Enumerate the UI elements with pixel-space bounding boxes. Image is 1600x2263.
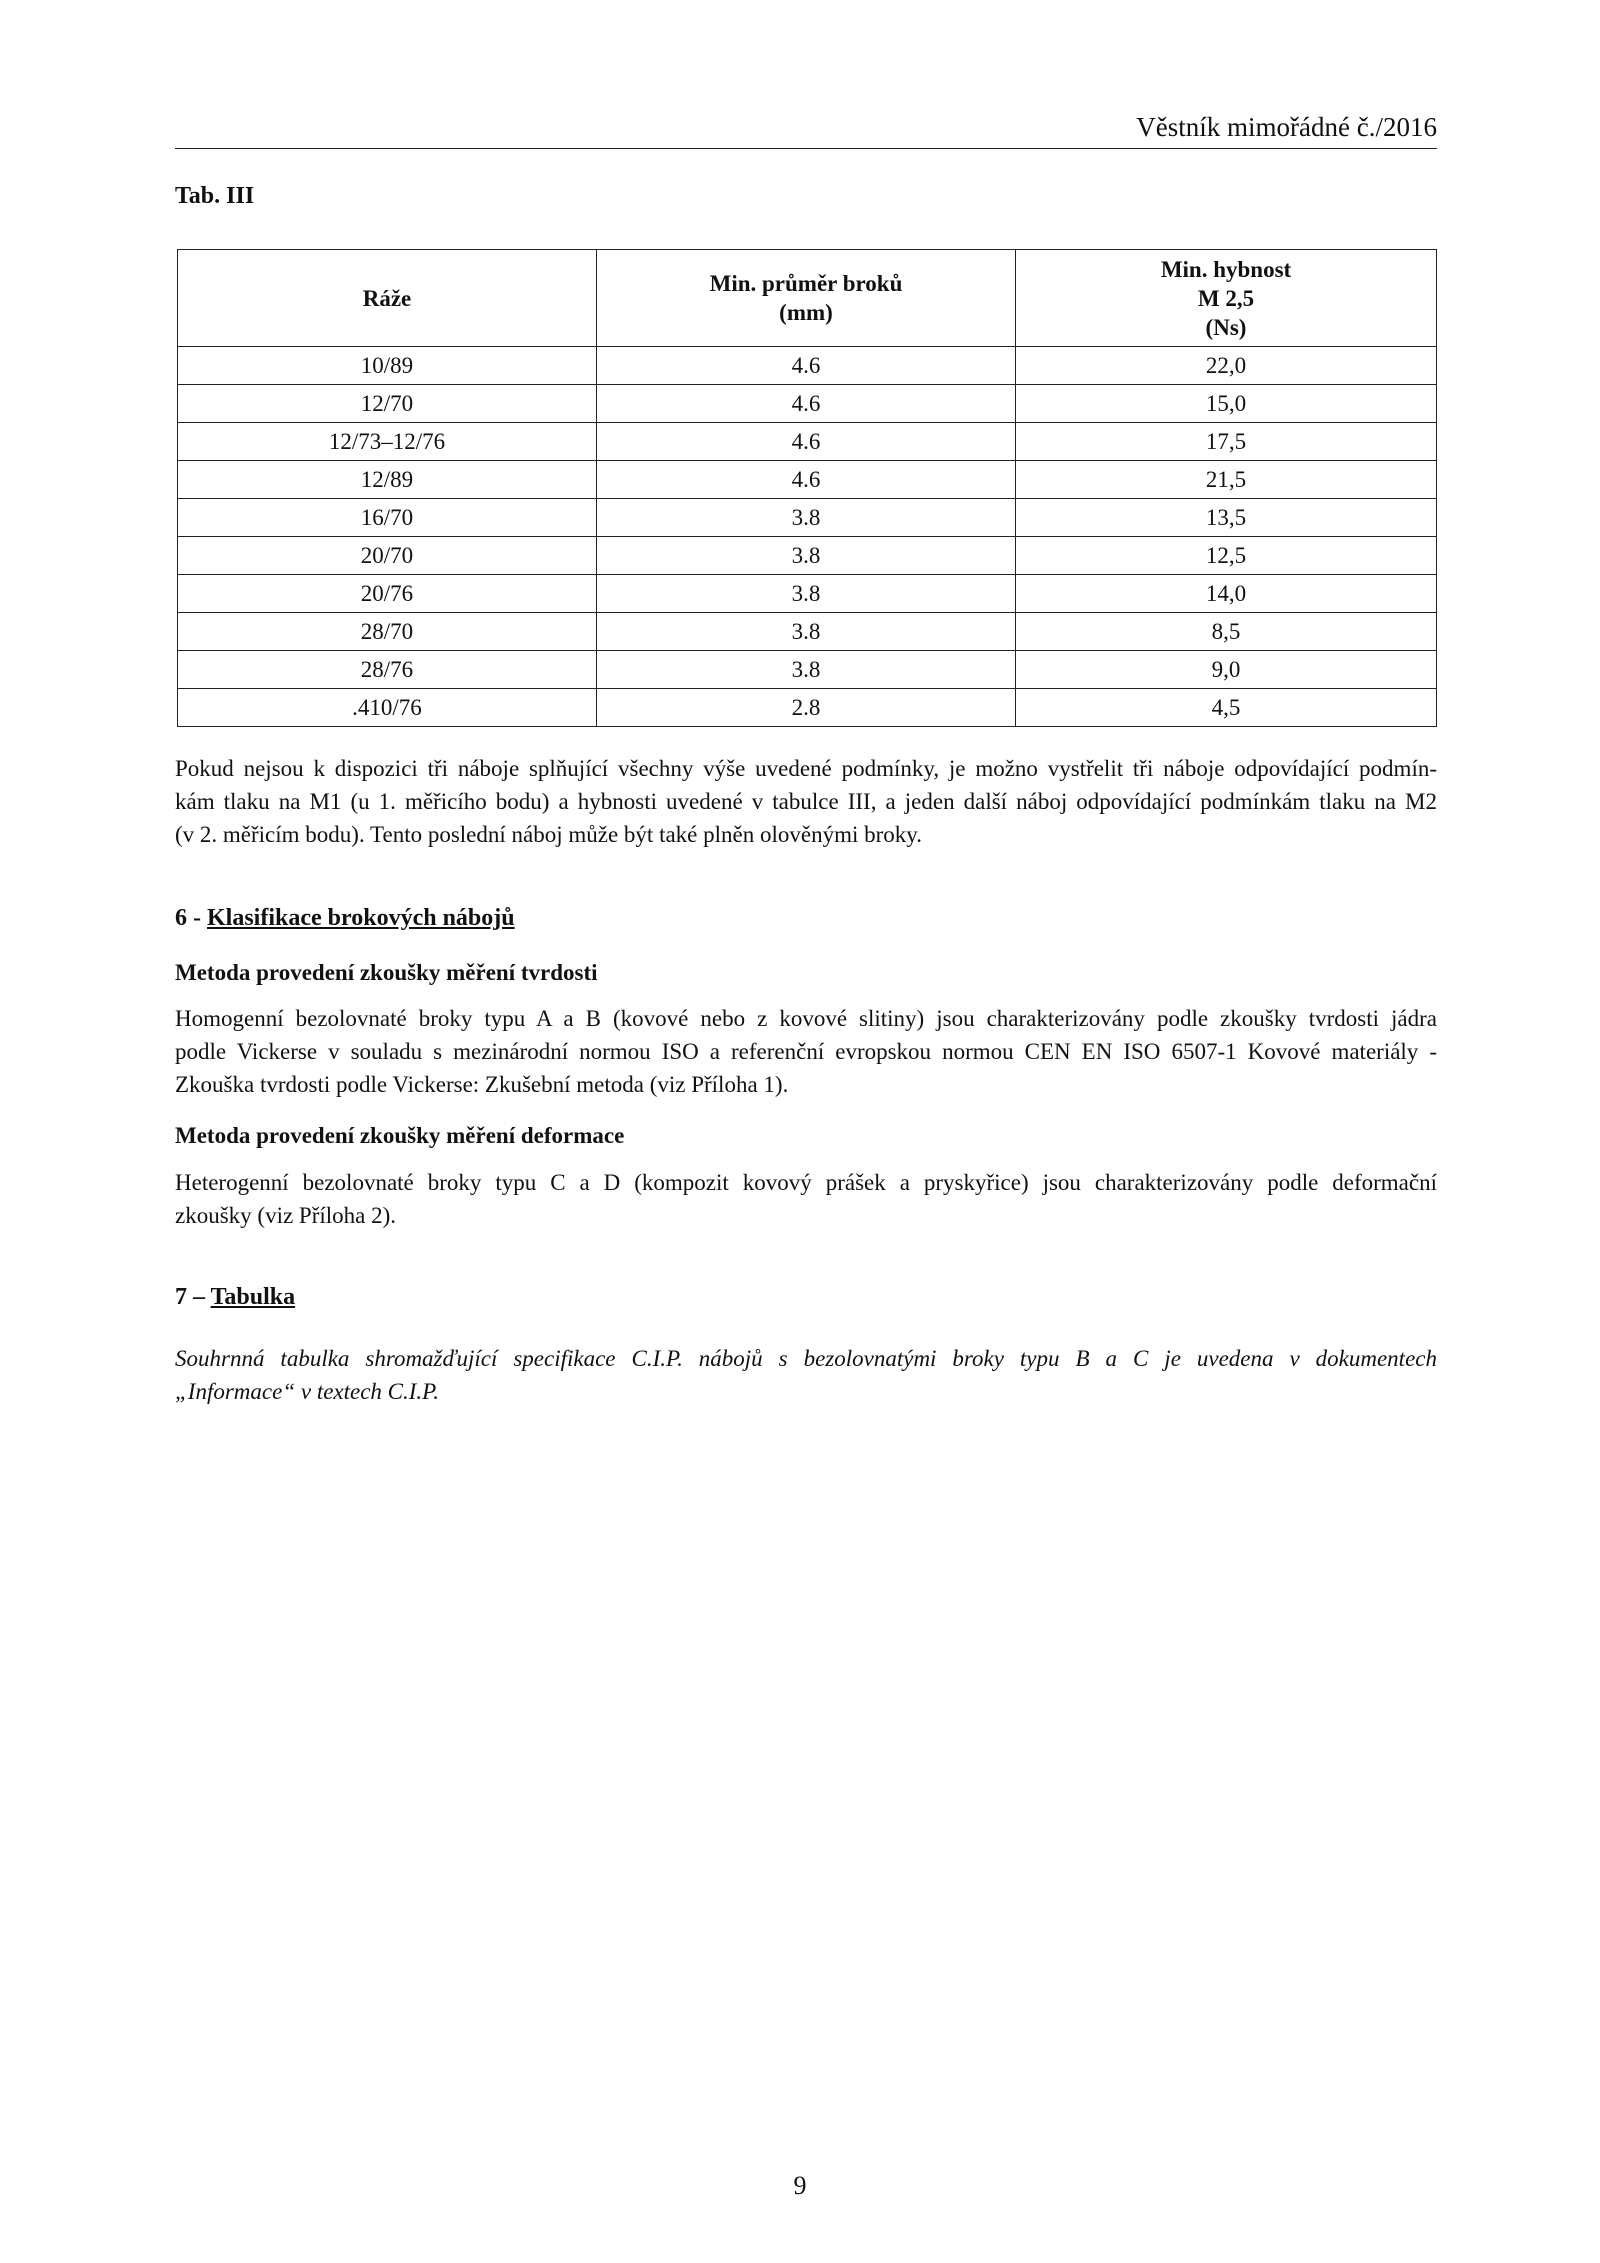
table-label: Tab. III	[175, 183, 255, 209]
cell-caliber: 28/76	[178, 651, 597, 689]
cell-caliber: 12/73–12/76	[178, 423, 597, 461]
cell-caliber: 12/70	[178, 385, 597, 423]
section-7-paragraph	[175, 1342, 1437, 1408]
section-7-line: Souhrnná tabulka shromažďující specifikace C.I.P. nábojů s bezolovnatými broky typu B a C je uvedena v dokumentech	[175, 1346, 1437, 1371]
cell-momentum: 12,5	[1016, 537, 1437, 575]
deformation-paragraph	[175, 1166, 1437, 1232]
cell-momentum: 14,0	[1016, 575, 1437, 613]
cell-momentum: 13,5	[1016, 499, 1437, 537]
table-row	[178, 575, 1437, 613]
cell-caliber: 28/70	[178, 613, 597, 651]
table-row	[178, 613, 1437, 651]
cell-diameter: 3.8	[597, 537, 1016, 575]
cell-caliber: .410/76	[178, 689, 597, 727]
cell-caliber: 12/89	[178, 461, 597, 499]
intro-paragraph	[175, 752, 1437, 851]
section-7-heading	[175, 1284, 295, 1311]
caliber-table	[177, 249, 1437, 727]
running-header	[175, 110, 1437, 149]
header-diameter-line1: Min. průměr broků	[709, 271, 903, 296]
table-row	[178, 385, 1437, 423]
table-row	[178, 537, 1437, 575]
header-caliber: Ráže	[178, 250, 597, 347]
table-row	[178, 689, 1437, 727]
deformation-line: zkoušky (viz Příloha 2).	[175, 1203, 397, 1228]
cell-diameter: 4.6	[597, 461, 1016, 499]
intro-line: Pokud nejsou k dispozici tři náboje splňující všechny výše uvedené podmínky, je možno vystřelit tři náboje odpovídající podmín-	[175, 756, 1437, 781]
table-row	[178, 499, 1437, 537]
hardness-line: Homogenní bezolovnaté broky typu A a B (kovové nebo z kovové slitiny) jsou charakterizovány podle zkoušky tvrdosti jádra	[175, 1006, 1437, 1031]
intro-line: kám tlaku na M1 (u 1. měřicího bodu) a hybnosti uvedené v tabulce III, a jeden další náboj odpovídající podmínkám tlaku na M2	[175, 789, 1437, 814]
cell-diameter: 4.6	[597, 347, 1016, 385]
section-6-number: 6 -	[175, 905, 207, 931]
cell-diameter: 4.6	[597, 385, 1016, 423]
cell-diameter: 3.8	[597, 575, 1016, 613]
header-diameter-line2: (mm)	[779, 300, 833, 325]
cell-diameter: 2.8	[597, 689, 1016, 727]
header-momentum-line2: M 2,5	[1197, 285, 1255, 311]
table-header-row	[178, 250, 1437, 347]
table-row	[178, 423, 1437, 461]
cell-momentum: 15,0	[1016, 385, 1437, 423]
table-row	[178, 347, 1437, 385]
header-diameter	[597, 250, 1016, 347]
section-6-heading	[175, 905, 515, 932]
cell-caliber: 20/76	[178, 575, 597, 613]
cell-momentum: 22,0	[1016, 347, 1437, 385]
cell-momentum: 17,5	[1016, 423, 1437, 461]
header-momentum-line3: (Ns)	[1205, 314, 1247, 340]
section-6-title: Klasifikace brokových nábojů	[207, 905, 515, 931]
cell-momentum: 8,5	[1016, 613, 1437, 651]
hardness-heading: Metoda provedení zkoušky měření tvrdosti	[175, 960, 598, 985]
table-row	[178, 461, 1437, 499]
hardness-paragraph	[175, 1002, 1437, 1101]
cell-caliber: 10/89	[178, 347, 597, 385]
table-row	[178, 651, 1437, 689]
cell-caliber: 16/70	[178, 499, 597, 537]
cell-diameter: 3.8	[597, 651, 1016, 689]
hardness-line: Zkouška tvrdosti podle Vickerse: Zkušební metoda (viz Příloha 1).	[175, 1072, 789, 1097]
header-momentum-line1: Min. hybnost	[1160, 256, 1292, 282]
intro-line: (v 2. měřicím bodu). Tento poslední náboj může být také plněn olověnými broky.	[175, 822, 923, 847]
cell-diameter: 4.6	[597, 423, 1016, 461]
cell-diameter: 3.8	[597, 499, 1016, 537]
cell-momentum: 9,0	[1016, 651, 1437, 689]
journal-title: Věstník mimořádné č./2016	[1136, 112, 1437, 142]
page-number: 9	[793, 2171, 807, 2200]
section-7-number: 7 –	[175, 1284, 211, 1310]
cell-momentum: 4,5	[1016, 689, 1437, 727]
header-momentum	[1016, 250, 1437, 347]
deformation-line: Heterogenní bezolovnaté broky typu C a D (kompozit kovový prášek a pryskyřice) jsou charakterizovány podle deformační	[175, 1170, 1437, 1195]
cell-momentum: 21,5	[1016, 461, 1437, 499]
section-7-line: „Informace“ v textech C.I.P.	[175, 1379, 440, 1404]
cell-caliber: 20/70	[178, 537, 597, 575]
hardness-line: podle Vickerse v souladu s mezinárodní normou ISO a referenční evropskou normou CEN EN ISO 6507-1 Kovové materiály -	[175, 1039, 1437, 1064]
section-7-title: Tabulka	[210, 1284, 296, 1310]
cell-diameter: 3.8	[597, 613, 1016, 651]
deformation-heading: Metoda provedení zkoušky měření deformace	[175, 1123, 625, 1148]
